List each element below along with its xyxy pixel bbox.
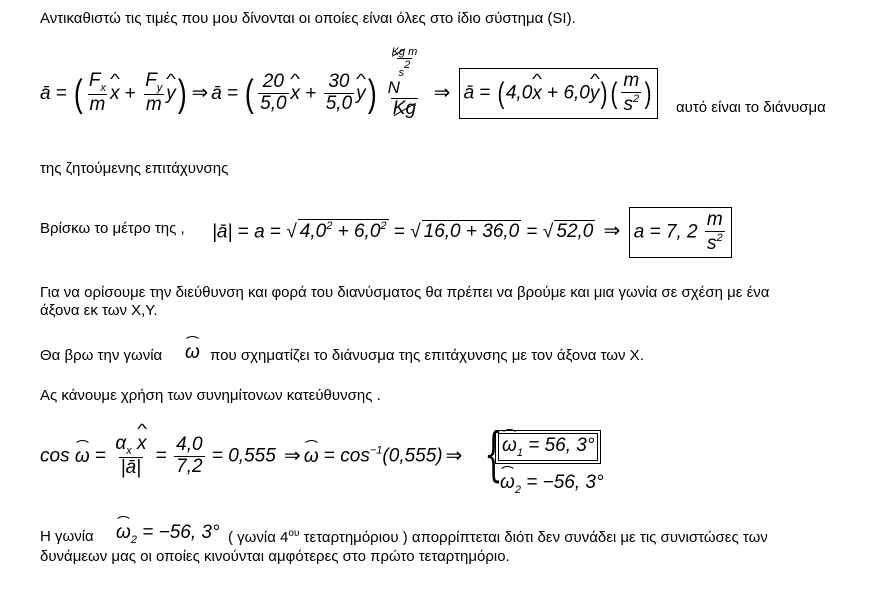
- vector-tail-text-2: της ζητούμενης επιτάχυνσης: [40, 160, 229, 177]
- vector-equation: ā = ( $\frac{F_x}{m}$ ^ x + $\frac{F_y}{m}$ ^ y) ⇒ ā = ( $\frac{20}{5,0}$ ^ x + $\frac{30}{5,0}$ ^ y) $\frac{\text{Kg m}}{s2}$ N Kg ⇒ ā = (4,0^ x + 6,0^ y) ( $\frac{m}{s^2}$ ): [40, 68, 658, 120]
- omega-symbol: ω: [185, 342, 200, 363]
- reject-pre-text: Η γωνία: [40, 528, 94, 545]
- solutions-brace: {: [484, 420, 503, 488]
- mass-value-2: 5,0: [325, 93, 353, 115]
- reject-post-text: ( γωνία $4^{o\upsilon}$ τεταρτημόριου ) απορρίπτεται διότι δεν συνάδει με τις συνιστώσες των: [228, 528, 768, 546]
- vector-result-box: ā = (4,0^ x + 6,0^ y) ( $\frac{m}{s^2}$ ): [459, 68, 659, 119]
- direction-text-1: Για να ορίσουμε την διεύθυνση και φορά του διανύσματος θα πρέπει να βρούμε και μια γωνία σε σχέση με ένα: [40, 284, 770, 301]
- reject-omega: $\omega_2 = -56$, 3°: [116, 522, 220, 546]
- omega-2-solution: $\omega_2 = -56$, 3°: [500, 472, 604, 496]
- vector-tail-text: αυτό είναι το διάνυσμα: [676, 99, 826, 116]
- angle-pre-text: Θα βρω την γωνία: [40, 347, 163, 364]
- reject-line-2: δυνάμεων μας οι οποίες κινούνται αμφότερες στο πρώτο τεταρτημόριο.: [40, 548, 510, 565]
- omega-1-solution: $\omega_1 = 56$, 3°: [498, 433, 598, 461]
- cosines-text: Ας κάνουμε χρήση των συνημίτονων κατεύθυνσης .: [40, 387, 381, 404]
- fx-value: 20: [262, 71, 284, 93]
- mass-value-1: 5,0: [260, 93, 287, 115]
- angle-post-text: που σχηματίζει το διάνυσμα της επιτάχυνσης με τον άξονα των Χ.: [210, 347, 644, 364]
- magnitude-intro: Βρίσκω το μέτρο της ,: [40, 220, 185, 237]
- magnitude-equation: |ā| = a = √ $4,0^2 + 6,0^2$ = √ 16,0 + 36,0 = √ 52,0 ⇒ a = 7, 2 $\frac{m}{s^2}$: [212, 207, 732, 258]
- a-vector-symbol: ā: [40, 82, 51, 104]
- direction-text-2: άξονα εκ των Χ,Υ.: [40, 302, 158, 319]
- intro-text: Αντικαθιστώ τις τιμές που μου δίνονται οι οποίες είναι όλες στο ίδιο σύστημα (SI).: [40, 10, 576, 27]
- cosine-equation: cos ω = $\frac{\alpha_x \^{} x}{|ā|}$ = $\frac{4,0}{7,2}$ = 0,555 ⇒ $\omega = \cos^{-1}(0,555)$ ⇒: [40, 434, 465, 479]
- magnitude-result-box: a = 7, 2 $\frac{m}{s^2}$: [629, 207, 732, 258]
- fy-value: 30: [328, 71, 350, 93]
- unit-fraction: $\frac{\text{Kg m}}{s2}$ N Kg: [387, 46, 418, 119]
